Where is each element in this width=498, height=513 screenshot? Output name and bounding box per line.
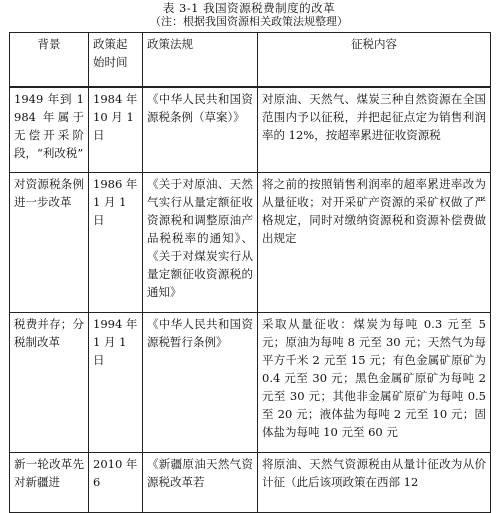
cell-start-time: 1994 年 1 月 1 日	[89, 313, 143, 453]
header-content: 征税内容	[258, 33, 491, 87]
cell-regulation: 《中华人民共和国资源税条例（草案）》	[143, 87, 258, 173]
cell-content: 对原油、天然气、煤炭三种自然资源在全国范围内予以征税，并把起征点定为销售利润率的 12%，按超率累进征收资源税	[258, 87, 491, 173]
resource-tax-reform-table	[9, 32, 491, 513]
table-row	[10, 173, 491, 313]
cell-regulation: 《关于对原油、天然气实行从量定额征收资源税和调整原油产品税税率的通知》、《关于对煤炭实行从量定额征收资源税的通知》	[143, 173, 258, 313]
cell-background: 新一轮改革先对新疆进	[10, 453, 89, 513]
cell-start-time: 2010 年 6	[89, 453, 143, 513]
table-row	[10, 313, 491, 453]
cell-start-time: 1986 年 1 月 1 日	[89, 173, 143, 313]
table-row	[10, 453, 491, 513]
table-title: 表 3-1 我国资源税费制度的改革	[162, 1, 336, 15]
cell-regulation: 《中华人民共和国资源税暂行条例》	[143, 313, 258, 453]
table-subtitle: （注：根据我国资源相关政策法规整理）	[150, 15, 348, 28]
header-start-time: 政策起始时间	[89, 33, 143, 87]
cell-content: 采取从量征收：煤炭为每吨 0.3 元至 5 元；原油为每吨 8 元至 30 元；天然气为每平方千米 2 元至 15 元；有色金属矿原矿为 0.4 元至 30 元；黑色金属矿原矿为每吨 2 元至 30 元；其他非金属矿原矿为每吨 0.5 至 20 元；液体盐为每吨 2 元至 10 元；固体盐为每吨 10 元至 60 元	[258, 313, 491, 453]
table-row	[10, 87, 491, 173]
cell-content: 将之前的按照销售利润率的超率累进率改为从量征收；对开采矿产资源的采矿权做了严格规定，同时对缴纳资源税和资源补偿费做出规定	[258, 173, 491, 313]
cell-content: 将原油、天然气资源税由从量计征改为从价计征（此后该项政策在西部 12	[258, 453, 491, 513]
header-regulation: 政策法规	[143, 33, 258, 87]
cell-background: 1949 年到 1984 年属于无偿开采阶段，“利改税”	[10, 87, 89, 173]
table-header-row	[10, 33, 491, 87]
cell-background: 税费并存；分税制改革	[10, 313, 89, 453]
cell-regulation: 《新疆原油天然气资源税改革若	[143, 453, 258, 513]
cell-start-time: 1984 年 10 月 1 日	[89, 87, 143, 173]
header-background: 背景	[10, 33, 89, 87]
cell-background: 对资源税条例进一步改革	[10, 173, 89, 313]
